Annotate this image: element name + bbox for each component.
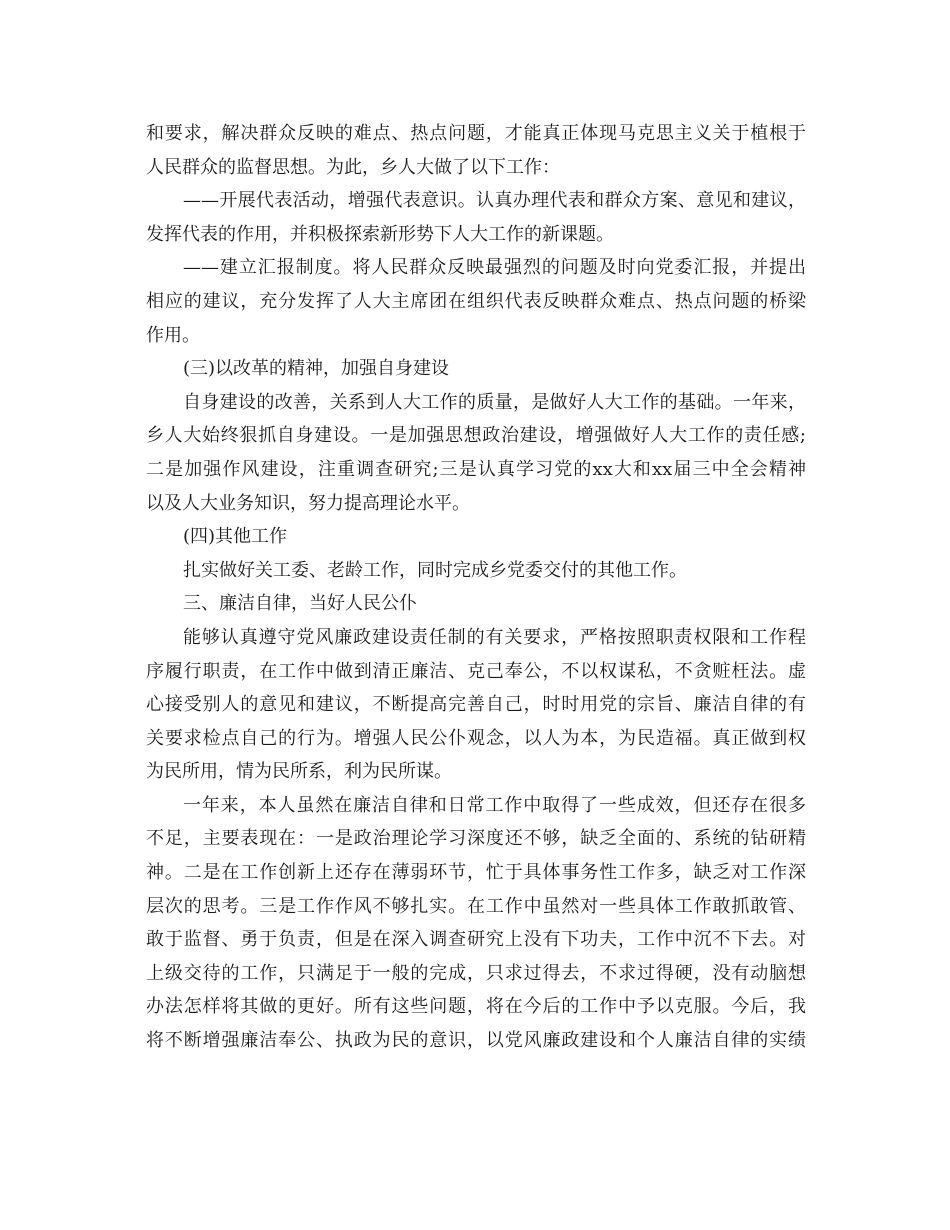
text-line: 关要求检点自己的行为。增强人民公仆观念，以人为本，为民造福。真正做到权 (146, 727, 806, 749)
text-line: 心接受别人的意见和建议，不断提高完善自己，时时用党的宗旨、廉洁自律的有 (146, 694, 806, 716)
text-line: (三)以改革的精神，加强自身建设 (183, 358, 450, 380)
text-line: (四)其他工作 (183, 526, 288, 548)
text-line: 相应的建议，充分发挥了人大主席团在组织代表反映群众难点、热点问题的桥梁 (146, 290, 806, 312)
text-line: 乡人大始终狠抓自身建设。一是加强思想政治建设，增强做好人大工作的责任感; (146, 425, 806, 447)
text-line: 能够认真遵守党风廉政建设责任制的有关要求，严格按照职责权限和工作程 (183, 626, 806, 648)
text-line: 二是加强作风建设，注重调查研究;三是认真学习党的xx大和xx届三中全会精神 (146, 458, 806, 480)
text-line: 自身建设的改善，关系到人大工作的质量，是做好人大工作的基础。一年来， (183, 391, 806, 413)
text-line: 三、廉洁自律，当好人民公仆 (183, 593, 417, 615)
text-line: 将不断增强廉洁奉公、执政为民的意识，以党风廉政建设和个人廉洁自律的实绩 (146, 1030, 806, 1052)
text-line: 发挥代表的作用，并积极探索新形势下人大工作的新课题。 (146, 223, 614, 245)
text-line: 人民群众的监督思想。为此，乡人大做了以下工作： (146, 156, 560, 178)
document-body (146, 117, 806, 1058)
text-line: 序履行职责，在工作中做到清正廉洁、克己奉公，不以权谋私，不贪赃枉法。虚 (146, 660, 806, 682)
text-line: 扎实做好关工委、老龄工作，同时完成乡党委交付的其他工作。 (183, 559, 687, 581)
text-line: 神。二是在工作创新上还存在薄弱环节，忙于具体事务性工作多，缺乏对工作深 (146, 862, 806, 884)
text-line: 层次的思考。三是工作作风不够扎实。在工作中虽然对一些具体工作敢抓敢管、 (146, 895, 806, 917)
text-line: 不足，主要表现在：一是政治理论学习深度还不够，缺乏全面的、系统的钻研精 (146, 828, 806, 850)
text-line: 办法怎样将其做的更好。所有这些问题，将在今后的工作中予以克服。今后，我 (146, 996, 806, 1018)
text-line: ——开展代表活动，增强代表意识。认真办理代表和群众方案、意见和建议， (183, 190, 806, 212)
text-line: 敢于监督、勇于负责，但是在深入调查研究上没有下功夫，工作中沉不下去。对 (146, 929, 806, 951)
text-line: 以及人大业务知识，努力提高理论水平。 (146, 492, 470, 514)
text-line: 一年来，本人虽然在廉洁自律和日常工作中取得了一些成效，但还存在很多 (183, 794, 806, 816)
text-line: 为民所用，情为民所系，利为民所谋。 (146, 761, 452, 783)
text-line: 作用。 (146, 324, 200, 346)
text-line: 上级交待的工作，只满足于一般的完成，只求过得去，不求过得硬，没有动脑想 (146, 962, 806, 984)
text-line: 和要求，解决群众反映的难点、热点问题，才能真正体现马克思主义关于植根于 (146, 123, 806, 144)
text-line: ——建立汇报制度。将人民群众反映最强烈的问题及时向党委汇报，并提出 (183, 257, 806, 279)
